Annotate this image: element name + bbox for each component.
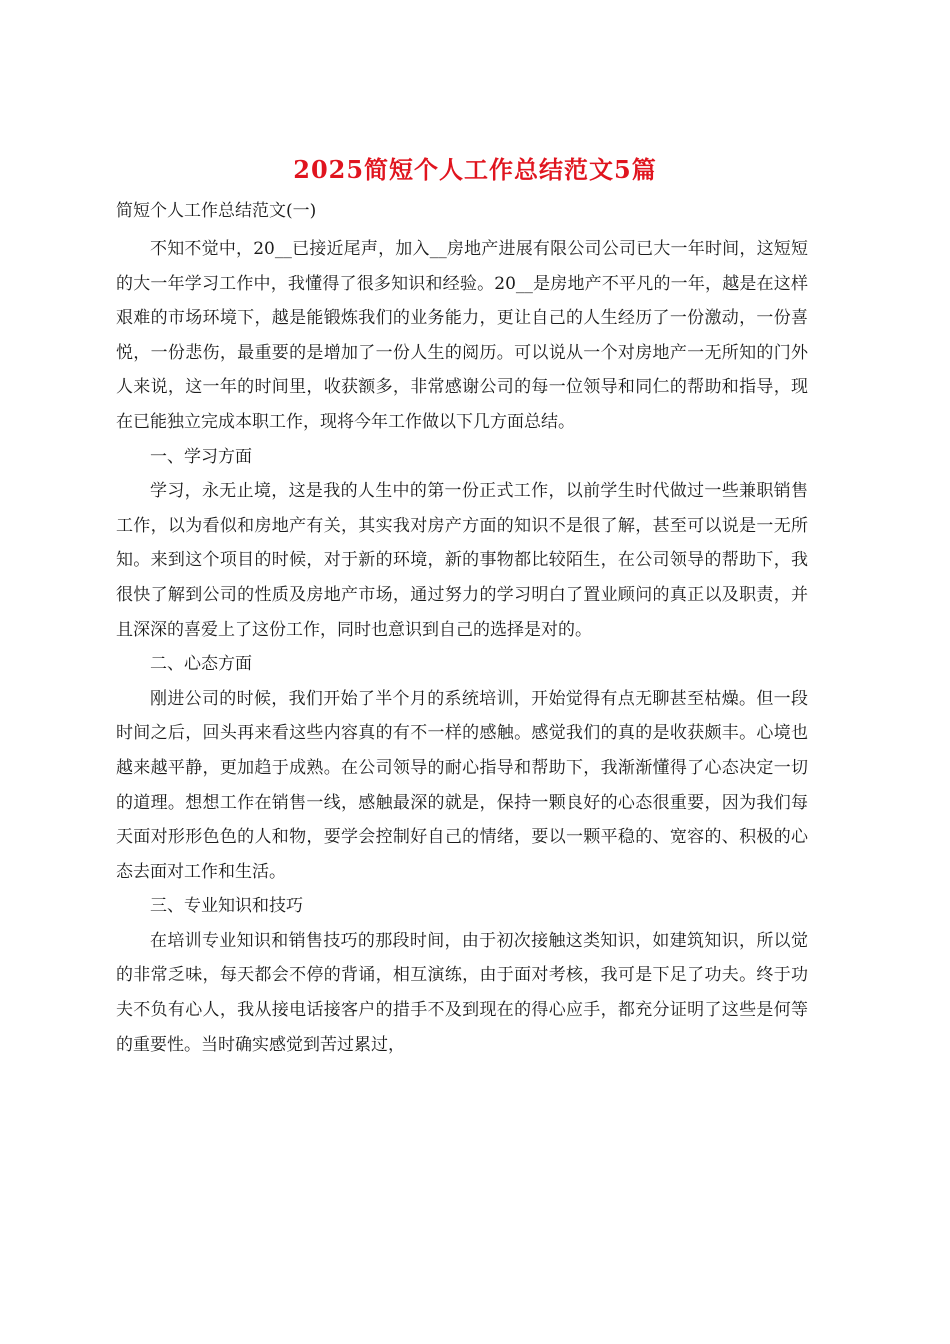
paragraph-intro: 不知不觉中，20__已接近尾声，加入__房地产进展有限公司公司已大一年时间，这短短的大一年学习工作中，我懂得了很多知识和经验。20__是房地产不平凡的一年，越是在这样艰难的市场环境下，越是能锻炼我们的业务能力，更让自己的人生经历了一份激动，一份喜悦，一份悲伤，最重要的是增加了一份人生的阅历。可以说从一个对房地产一无所知的门外人来说，这一年的时间里，收获额多，非常感谢公司的每一位领导和同仁的帮助和指导，现在已能独立完成本职工作，现将今年工作做以下几方面总结。 bbox=[116, 239, 808, 432]
section-heading-study: 一、学习方面 bbox=[150, 446, 252, 467]
document-body bbox=[116, 232, 808, 1062]
paragraph-skills: 在培训专业知识和销售技巧的那段时间，由于初次接触这类知识，如建筑知识，所以觉的非常乏味，每天都会不停的背诵，相互演练，由于面对考核，我可是下足了功夫。终于功夫不负有心人，我从接电话接客户的措手不及到现在的得心应手，都充分证明了这些是何等的重要性。当时确实感觉到苦过累过， bbox=[116, 930, 808, 1055]
section-heading-mindset: 二、心态方面 bbox=[150, 654, 252, 675]
section-heading-skills: 三、专业知识和技巧 bbox=[150, 896, 303, 917]
document-title: 2025简短个人工作总结范文5篇 bbox=[293, 155, 657, 184]
paragraph-mindset: 刚进公司的时候，我们开始了半个月的系统培训，开始觉得有点无聊甚至枯燥。但一段时间之后，回头再来看这些内容真的有不一样的感触。感觉我们的真的是收获颇丰。心境也越来越平静，更加趋于成熟。在公司领导的耐心指导和帮助下，我渐渐懂得了心态决定一切的道理。想想工作在销售一线，感触最深的就是，保持一颗良好的心态很重要，因为我们每天面对形形色色的人和物，要学会控制好自己的情绪，要以一颗平稳的、宽容的、积极的心态去面对工作和生活。 bbox=[116, 688, 808, 882]
paragraph-study: 学习，永无止境，这是我的人生中的第一份正式工作，以前学生时代做过一些兼职销售工作，以为看似和房地产有关，其实我对房产方面的知识不是很了解，甚至可以说是一无所知。来到这个项目的时候，对于新的环境，新的事物都比较陌生，在公司领导的帮助下，我很快了解到公司的性质及房地产市场，通过努力的学习明白了置业顾问的真正以及职责，并且深深的喜爱上了这份工作，同时也意识到自己的选择是对的。 bbox=[116, 481, 808, 640]
document-subtitle: 简短个人工作总结范文(一) bbox=[116, 201, 317, 221]
